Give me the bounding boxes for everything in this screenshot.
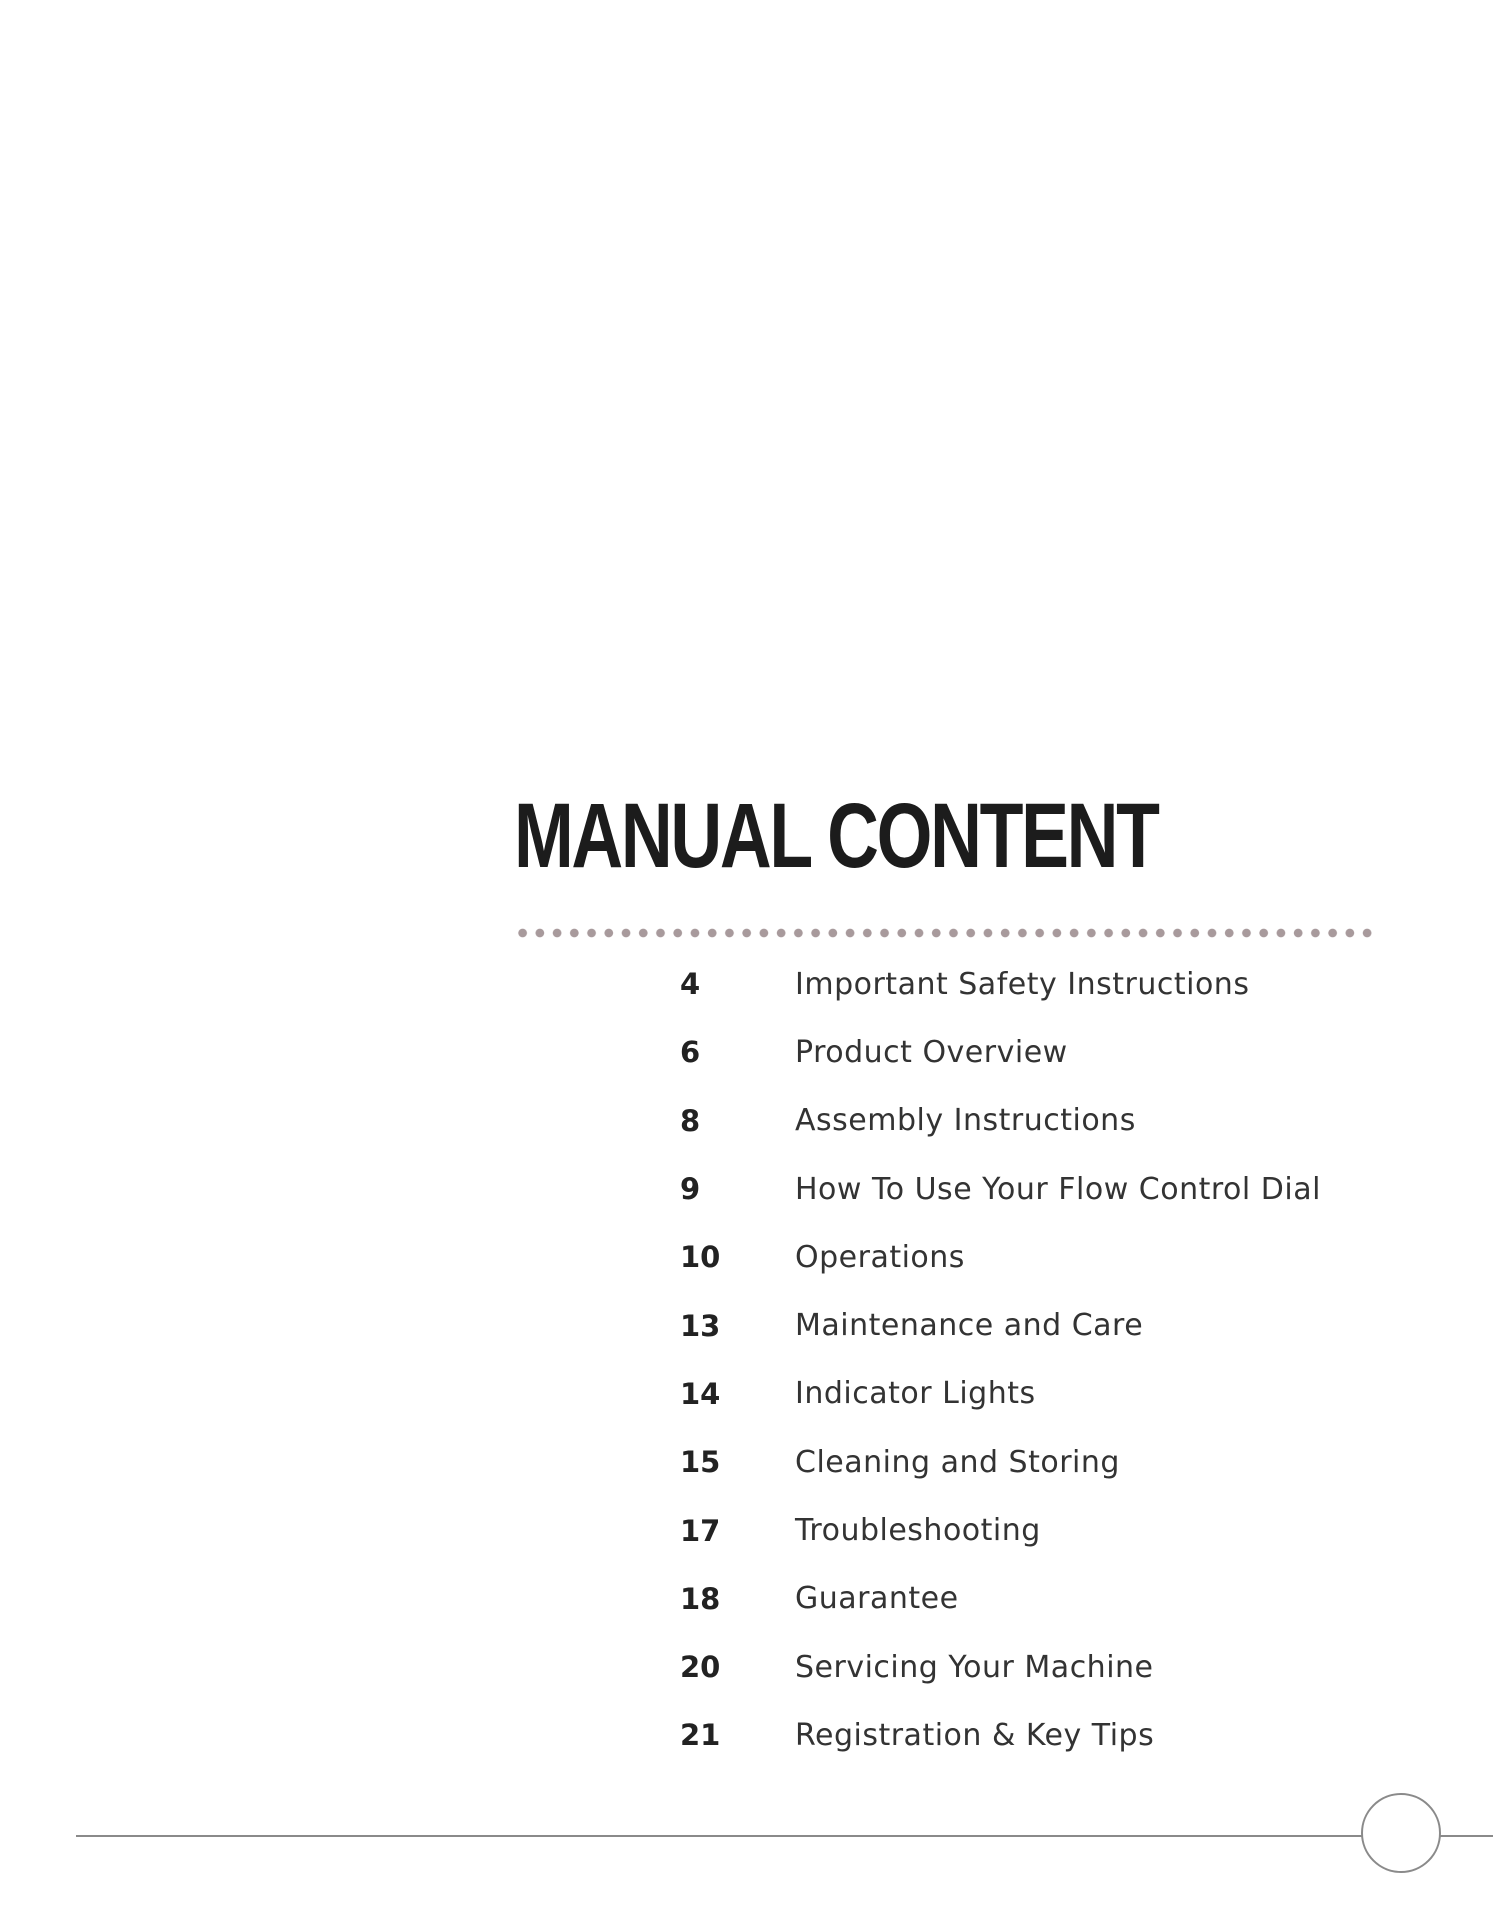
toc-item-label: Cleaning and Storing	[795, 1444, 1120, 1480]
toc-page-number: 4	[680, 967, 701, 1002]
toc-item-label: Troubleshooting	[795, 1513, 1041, 1549]
toc-item-label: Assembly Instructions	[795, 1103, 1136, 1139]
page-title: MANUAL CONTENT	[514, 785, 1158, 887]
toc-item-assembly[interactable]	[680, 1087, 1380, 1155]
toc-item-maintenance[interactable]	[680, 1291, 1380, 1359]
toc-item-label: Registration & Key Tips	[795, 1717, 1155, 1753]
toc-page-number: 17	[680, 1513, 721, 1548]
dotted-divider	[514, 927, 1376, 939]
toc-item-cleaning[interactable]	[680, 1428, 1380, 1496]
toc-item-label: Guarantee	[795, 1581, 959, 1617]
footer-rule	[76, 1835, 1493, 1837]
toc-page-number: 6	[680, 1035, 701, 1070]
toc-item-troubleshooting[interactable]	[680, 1496, 1380, 1564]
toc-page-number: 9	[680, 1172, 701, 1207]
toc-item-safety[interactable]	[680, 950, 1380, 1018]
toc-item-flow-control[interactable]	[680, 1155, 1380, 1223]
toc-item-label: Important Safety Instructions	[795, 966, 1250, 1002]
toc-page-number: 14	[680, 1376, 721, 1411]
toc-page-number: 21	[680, 1718, 721, 1753]
toc-item-indicator-lights[interactable]	[680, 1360, 1380, 1428]
toc-item-label: How To Use Your Flow Control Dial	[795, 1171, 1321, 1207]
toc-page-number: 8	[680, 1103, 701, 1138]
toc-item-label: Servicing Your Machine	[795, 1649, 1154, 1685]
toc-page-number: 20	[680, 1650, 721, 1685]
toc-item-product-overview[interactable]	[680, 1018, 1380, 1086]
toc-item-guarantee[interactable]	[680, 1565, 1380, 1633]
toc-page-number: 15	[680, 1445, 721, 1480]
toc-item-label: Operations	[795, 1239, 965, 1275]
page-number-circle	[1361, 1793, 1441, 1873]
toc-page-number: 10	[680, 1240, 721, 1275]
toc-item-servicing[interactable]	[680, 1633, 1380, 1701]
toc-item-label: Maintenance and Care	[795, 1308, 1144, 1344]
toc-item-label: Indicator Lights	[795, 1376, 1036, 1412]
toc-page-number: 13	[680, 1308, 721, 1343]
toc-page-number: 18	[680, 1581, 721, 1616]
toc-item-label: Product Overview	[795, 1034, 1068, 1070]
toc-item-registration[interactable]	[680, 1701, 1380, 1769]
table-of-contents	[680, 950, 1380, 1770]
toc-item-operations[interactable]	[680, 1223, 1380, 1291]
